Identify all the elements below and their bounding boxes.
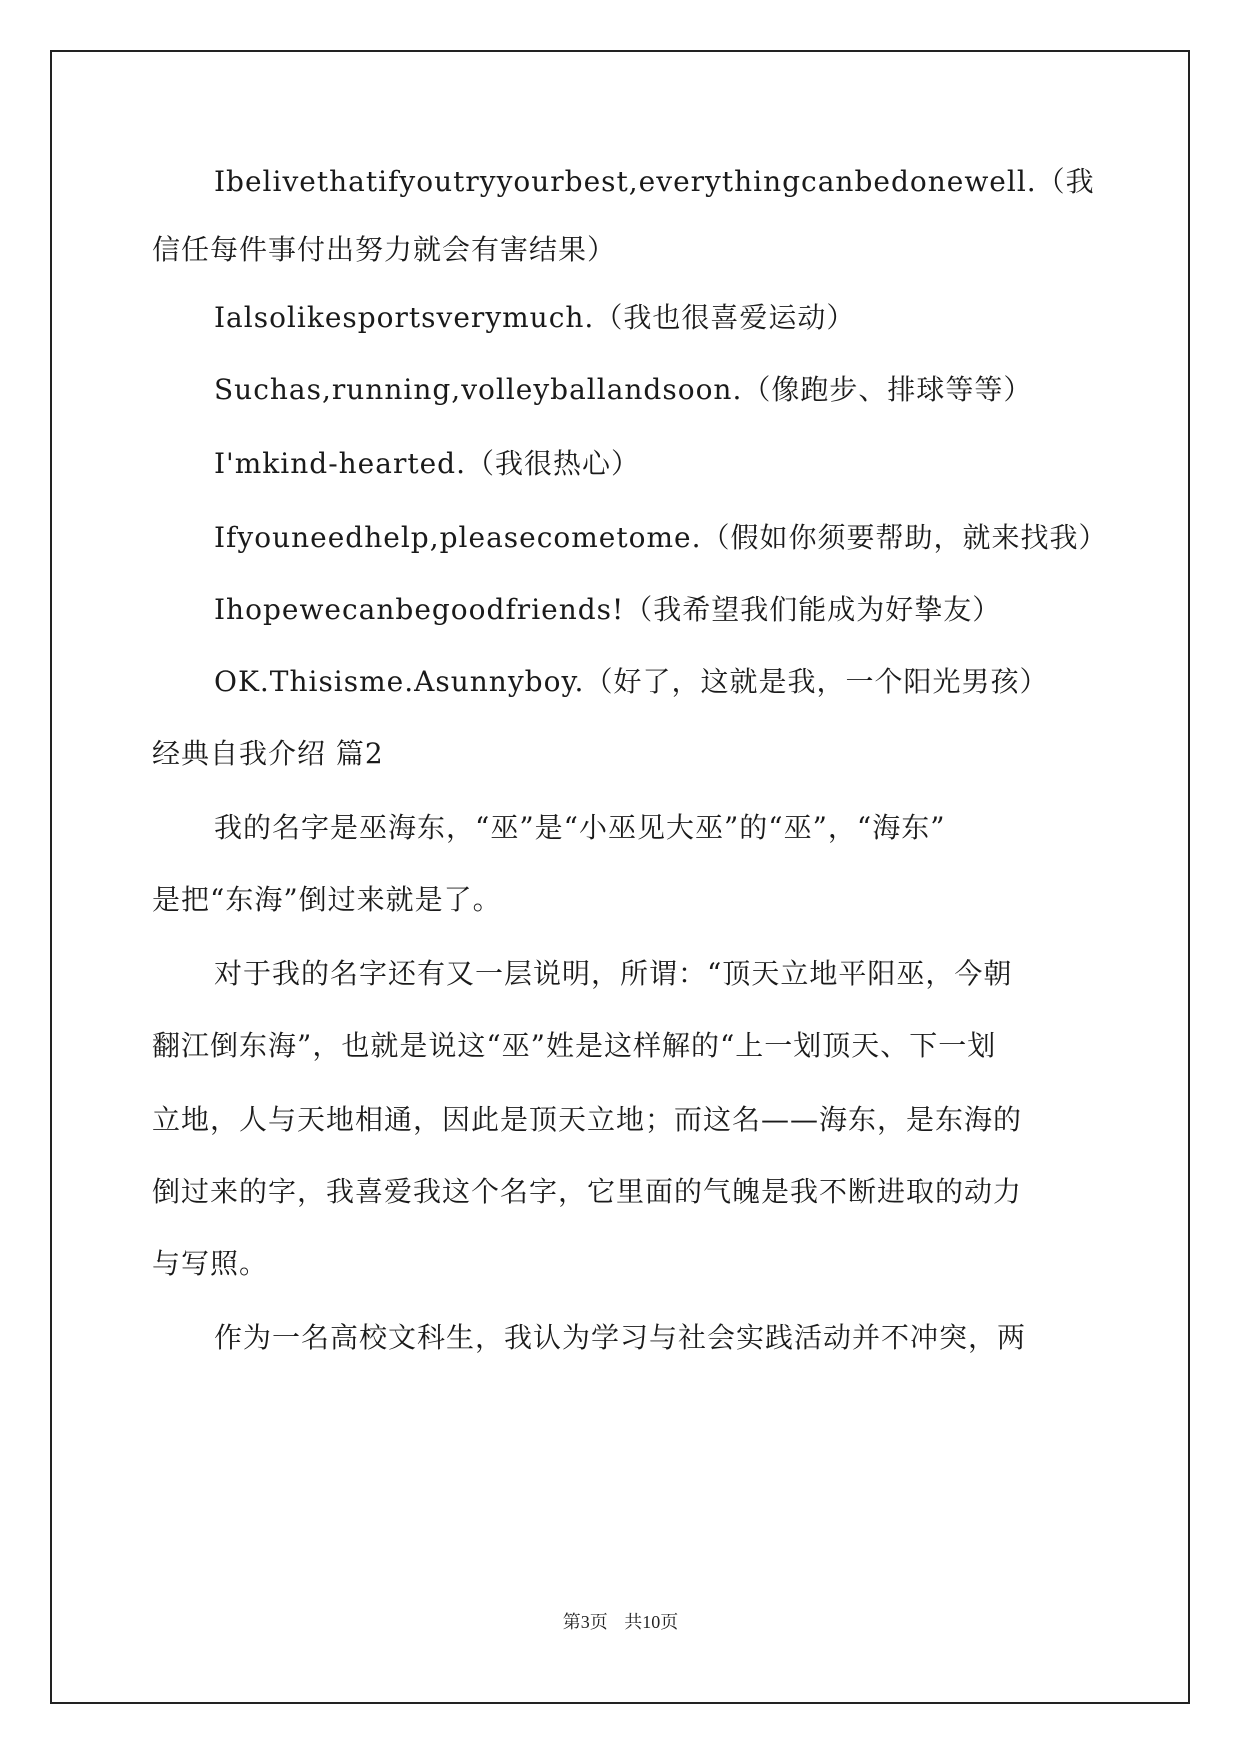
paragraph-line: Ibelivethatifyoutryyourbest,everythingcanbedonewell.（我 [214, 165, 1095, 198]
paragraph-line: Ifyouneedhelp,pleasecometome.（假如你须要帮助，就来找我） [214, 521, 1108, 554]
paragraph-line: 我的名字是巫海东，“巫”是“小巫见大巫”的“巫”，“海东” [214, 811, 946, 844]
paragraph-line: I'mkind-hearted.（我很热心） [214, 447, 640, 480]
page-footer [0, 1608, 1241, 1634]
section-heading: 经典自我介绍 篇2 [152, 737, 384, 770]
paragraph-line: Ihopewecanbegoodfriends!（我希望我们能成为好挚友） [214, 593, 1002, 626]
paragraph-line: OK.Thisisme.Asunnyboy.（好了，这就是我，一个阳光男孩） [214, 665, 1049, 698]
page-number-current: 第3页 [562, 1612, 608, 1632]
page-number-total: 共10页 [624, 1612, 679, 1632]
paragraph-line: 翻江倒东海”，也就是说这“巫”姓是这样解的“上一划顶天、下一划 [152, 1029, 997, 1062]
paragraph-line: 倒过来的字，我喜爱我这个名字，它里面的气魄是我不断进取的动力 [152, 1175, 1023, 1208]
paragraph-line: Ialsolikesportsverymuch.（我也很喜爱运动） [214, 301, 856, 334]
paragraph-line: 与写照。 [152, 1247, 269, 1280]
paragraph-line: 是把“东海”倒过来就是了。 [152, 883, 502, 916]
paragraph-line: 立地，人与天地相通，因此是顶天立地；而这名——海东，是东海的 [152, 1103, 1023, 1136]
paragraph-line: 对于我的名字还有又一层说明，所谓：“顶天立地平阳巫，今朝 [214, 957, 1013, 990]
paragraph-line: 信任每件事付出努力就会有害结果） [152, 233, 617, 266]
paragraph-line: 作为一名高校文科生，我认为学习与社会实践活动并不冲突，两 [214, 1321, 1027, 1354]
paragraph-line: Suchas,running,volleyballandsoon.（像跑步、排球等等） [214, 373, 1033, 406]
